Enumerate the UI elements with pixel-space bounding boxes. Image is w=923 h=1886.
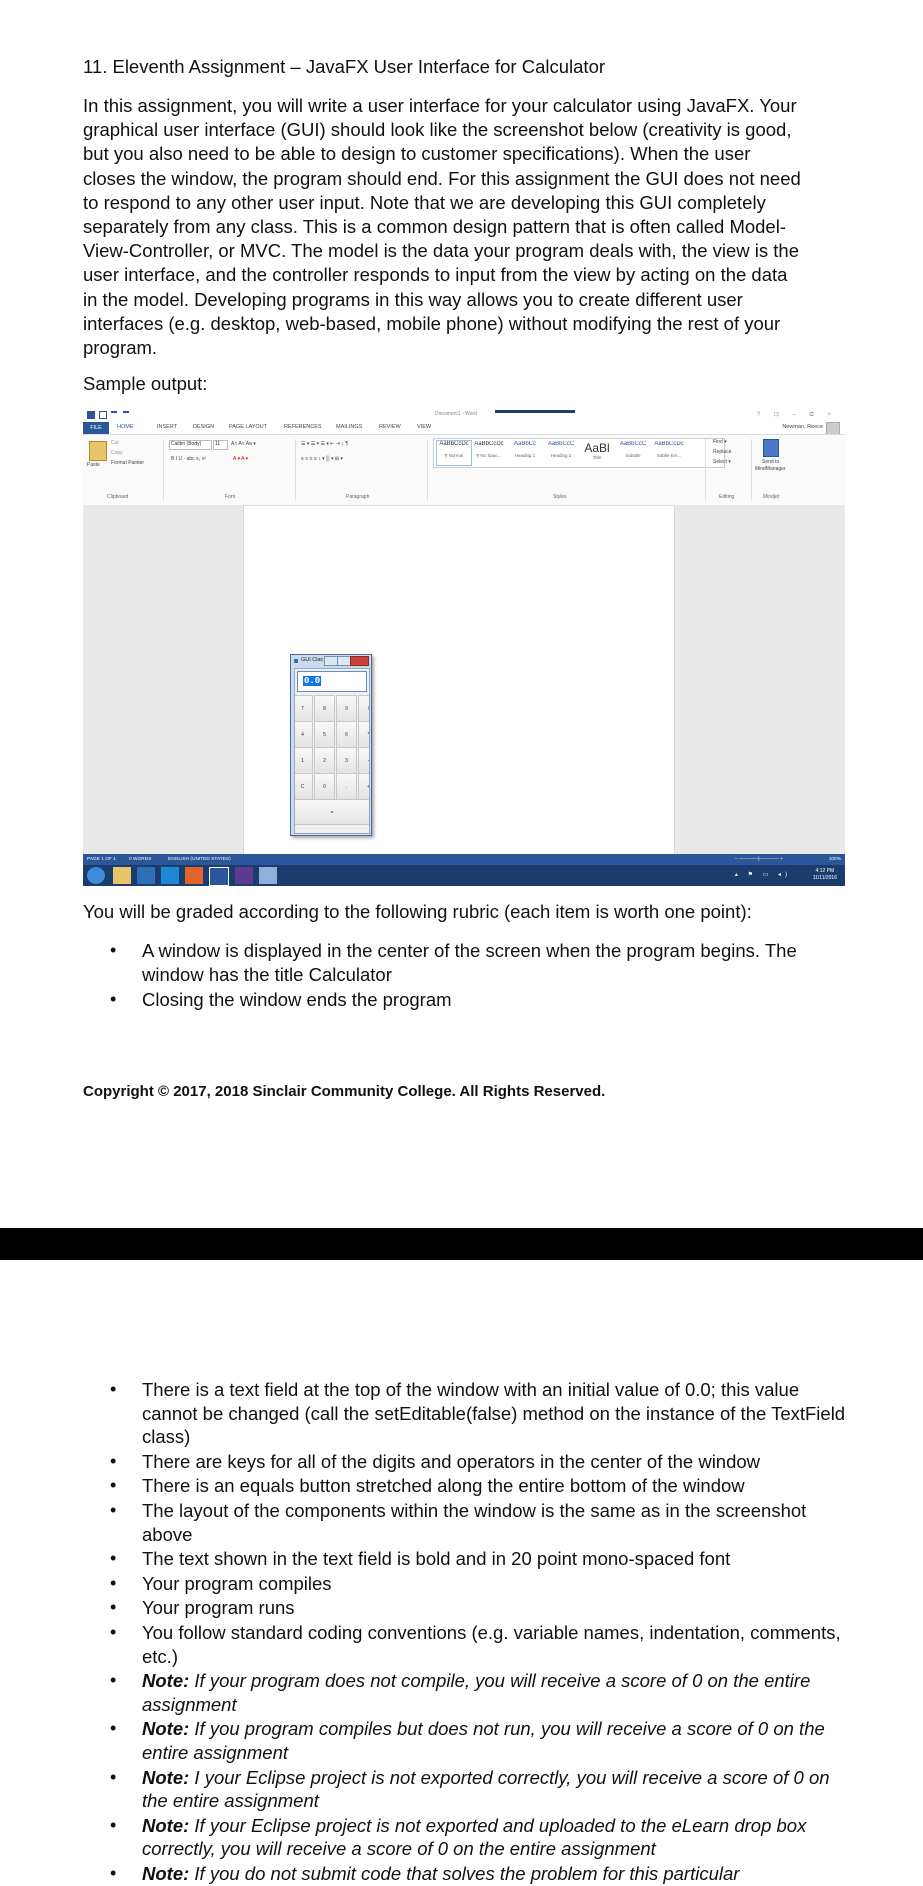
sample-output-label: Sample output: <box>83 373 208 394</box>
calculator-key: 6 <box>336 721 357 748</box>
system-tray: ▴ ⚑ ▭ ◂) <box>734 872 791 878</box>
calculator-window-controls <box>324 656 369 664</box>
rubric-list-2 <box>83 1378 853 1886</box>
select-button: Select ▾ <box>713 459 731 465</box>
clipboard-group-label: Clipboard <box>107 494 129 500</box>
copy-label: Copy <box>111 450 123 456</box>
display-value: 0.0 <box>304 676 321 686</box>
paste-label: Paste <box>87 462 100 468</box>
intro-line: user interface, and the controller responds to input from the view by acting on the data <box>83 264 788 286</box>
calculator-key: / <box>358 695 370 722</box>
intro-paragraph <box>83 94 853 360</box>
redo-icon <box>123 411 129 417</box>
group-separator <box>163 439 164 501</box>
calculator-key: 3 <box>336 747 357 774</box>
calculator-key: 0 <box>314 773 335 800</box>
style-item: AaBbCcDc ¶ No Spac... <box>474 441 504 458</box>
intro-line: separately from any class. This is a common design pattern that is often called Model- <box>83 216 786 238</box>
explorer-icon <box>113 867 131 884</box>
equals-key: = <box>294 799 370 825</box>
style-item: AaBbCcDc Subtle Em... <box>654 441 684 458</box>
status-words: 0 WORDS <box>129 857 152 862</box>
tab-home: HOME <box>117 424 134 430</box>
tab-references: REFERENCES <box>284 424 322 430</box>
calculator-key: . <box>336 773 357 800</box>
tab-review: REVIEW <box>379 424 401 430</box>
paragraph-lists: ☰ ▾ ☰ ▾ ☰ ▾ ⇤ ⇥ ↕ ¶ <box>301 441 349 447</box>
list-item: • A window is displayed in the center of the screen when the program begins. The window has the title Calculator <box>110 940 797 985</box>
list-item: • There is a text field at the top of the window with an initial value of 0.0; this value cannot be changed (call the setEditable(false) method on the instance of the TextField class) <box>110 1379 846 1448</box>
maximize-icon <box>337 656 351 666</box>
list-item: • Closing the window ends the program <box>110 989 452 1011</box>
font-name-box: Calibri (Body) <box>169 440 212 450</box>
style-item: AaBl Title <box>584 441 610 460</box>
style-item: AaBbCc Heading 1 <box>513 441 536 458</box>
window-controls: ? ⊡ – ⧉ × <box>756 412 837 418</box>
word-logo-icon <box>87 411 95 419</box>
tab-page-layout: PAGE LAYOUT <box>229 424 268 430</box>
calculator-key: C <box>294 773 313 800</box>
app-icon <box>294 659 298 663</box>
list-item: • Your program compiles <box>110 1572 332 1594</box>
style-item: AaBbCcDc ¶ Normal <box>436 440 472 466</box>
style-item: AaBbCcC Heading 2 <box>547 441 575 458</box>
zoom-slider: – ————|———— + <box>735 857 783 862</box>
note-item: • Note: If you do not submit code that solves the problem for this particular <box>110 1862 740 1884</box>
clock-date: 11/11/2016 <box>812 875 837 881</box>
list-item: • You follow standard coding conventions (e.g. variable names, indentation, comments, etc.) <box>110 1621 841 1667</box>
document-title: Document1 - Word <box>435 411 477 417</box>
group-separator <box>295 439 296 501</box>
calculator-key: 7 <box>294 695 313 722</box>
tab-view: VIEW <box>417 424 432 430</box>
tab-file: FILE <box>83 422 109 434</box>
firefox-icon <box>185 867 203 884</box>
intro-line: but you also need to be able to design to customer specifications). When the user <box>83 143 751 165</box>
minimize-icon <box>324 656 338 666</box>
find-button: Find ▾ <box>713 439 727 445</box>
calculator-key: 4 <box>294 721 313 748</box>
calculator-key: 8 <box>314 695 335 722</box>
intro-line: interfaces (e.g. desktop, web-based, mobile phone) without modifying the rest of your <box>83 312 781 334</box>
intro-line: to respond to any other user input. Note that we are developing this GUI completely <box>83 191 766 213</box>
intro-line: In this assignment, you will write a user interface for your calculator using JavaFX. Your <box>83 95 797 116</box>
quick-access-toolbar <box>83 408 845 422</box>
replace-button: Replace <box>713 449 732 455</box>
tab-design: DESIGN <box>193 424 215 430</box>
calculator-key: 2 <box>314 747 335 774</box>
font-format-row: B I U · abc x₂ x² <box>171 456 207 462</box>
note-item: • Note: If your Eclipse project is not exported and uploaded to the eLearn drop box correctly, you will receive a score of 0 on the entire assignment <box>110 1814 807 1860</box>
styles-gallery <box>433 438 725 468</box>
user-name: Newman, Reece <box>782 424 823 430</box>
mindmanager-line2: MindManager <box>755 466 786 472</box>
clock <box>813 868 837 882</box>
copyright: Copyright © 2017, 2018 Sinclair Community College. All Rights Reserved. <box>83 1083 606 1100</box>
taskbar <box>83 865 845 886</box>
rubric-intro: You will be graded according to the following rubric (each item is worth one point): <box>83 901 752 922</box>
cut-label: Cut <box>111 440 119 446</box>
editing-group-label: Editing <box>719 494 735 500</box>
intro-line: in the model. Developing programs in this way allows you to create different user <box>83 288 743 310</box>
calculator-key: * <box>358 721 370 748</box>
group-separator <box>751 439 752 501</box>
note-item: • Note: I your Eclipse project is not exported correctly, you will receive a score of 0 on the entire assignment <box>110 1766 830 1812</box>
ribbon <box>83 434 845 506</box>
font-group-label: Font <box>225 494 236 500</box>
assignment-heading: 11. Eleventh Assignment – JavaFX User Interface for Calculator <box>83 56 606 77</box>
tab-insert: INSERT <box>157 424 178 430</box>
calculator-key: - <box>358 747 370 774</box>
paste-icon <box>89 441 107 461</box>
list-item: • The layout of the components within the window is the same as in the screenshot above <box>110 1499 807 1545</box>
title-accent-bar <box>495 410 575 413</box>
calculator-key: 5 <box>314 721 335 748</box>
font-grow-shrink: A˄ A˅ Aa ▾ <box>231 441 256 447</box>
save-icon <box>99 411 107 419</box>
start-icon <box>87 867 105 884</box>
note-item: • Note: If you program compiles but does not run, you will receive a score of 0 on the entire assignment <box>110 1718 825 1763</box>
mindmanager-icon <box>763 439 779 457</box>
list-item: • There are keys for all of the digits and operators in the center of the window <box>110 1450 761 1472</box>
media-icon <box>137 867 155 884</box>
list-item: • There is an equals button stretched along the entire bottom of the window <box>110 1475 745 1497</box>
calculator-key: 9 <box>336 695 357 722</box>
status-language: ENGLISH (UNITED STATES) <box>168 857 231 862</box>
clock-time: 4:12 PM <box>815 868 835 874</box>
mindmanager-line1: Send to <box>762 459 780 465</box>
note-item: • Note: If your program does not compile, you will receive a score of 0 on the entire assignment <box>110 1670 811 1715</box>
format-painter-label: Format Painter <box>111 460 145 466</box>
font-size-box: 11 <box>213 440 228 450</box>
intro-line: View-Controller, or MVC. The model is the data your program deals with, the view is the <box>83 240 799 262</box>
group-separator <box>705 439 706 501</box>
style-item: AaBbCcC Subtitle <box>619 441 647 458</box>
document-area <box>83 505 845 863</box>
paragraph-group-label: Paragraph <box>346 494 370 500</box>
page-separator <box>0 1228 923 1260</box>
mindjet-group-label: Mindjet <box>763 494 780 500</box>
calculator-key: 1 <box>294 747 313 774</box>
display-field <box>297 671 367 692</box>
app-taskbar-icon <box>235 867 253 884</box>
list-item: • The text shown in the text field is bold and in 20 point mono-spaced font <box>110 1548 731 1570</box>
word-screenshot <box>83 408 845 886</box>
styles-group-label: Styles <box>553 494 567 500</box>
close-icon <box>350 656 369 666</box>
ie-icon <box>161 867 179 884</box>
java-taskbar-icon <box>259 867 277 884</box>
paragraph-align: ≡ ≡ ≡ ≡ ↕ ▾ ▒ ▾ ⊞ ▾ <box>301 456 343 462</box>
undo-icon <box>111 411 117 417</box>
calculator-key: + <box>358 773 370 800</box>
calculator-body <box>294 668 370 834</box>
status-zoom: 100% <box>828 857 841 862</box>
status-bar <box>83 854 845 865</box>
status-page: PAGE 1 OF 1 <box>87 857 116 862</box>
font-color-row: A ▾ A ▾ <box>233 456 249 462</box>
intro-line: closes the window, the program should end. For this assignment the GUI does not need <box>83 167 801 189</box>
list-item: • Your program runs <box>110 1597 295 1619</box>
ribbon-tabs <box>83 422 845 434</box>
word-taskbar-icon <box>209 867 229 886</box>
group-separator <box>427 439 428 501</box>
tab-mailings: MAILINGS <box>336 424 363 430</box>
calculator-window <box>290 654 372 836</box>
intro-line: graphical user interface (GUI) should look like the screenshot below (creativity is good, <box>83 119 792 141</box>
calculator-title: GUI Clac <box>301 657 324 663</box>
intro-line: program. <box>83 337 158 359</box>
rubric-list-1 <box>83 939 853 1014</box>
